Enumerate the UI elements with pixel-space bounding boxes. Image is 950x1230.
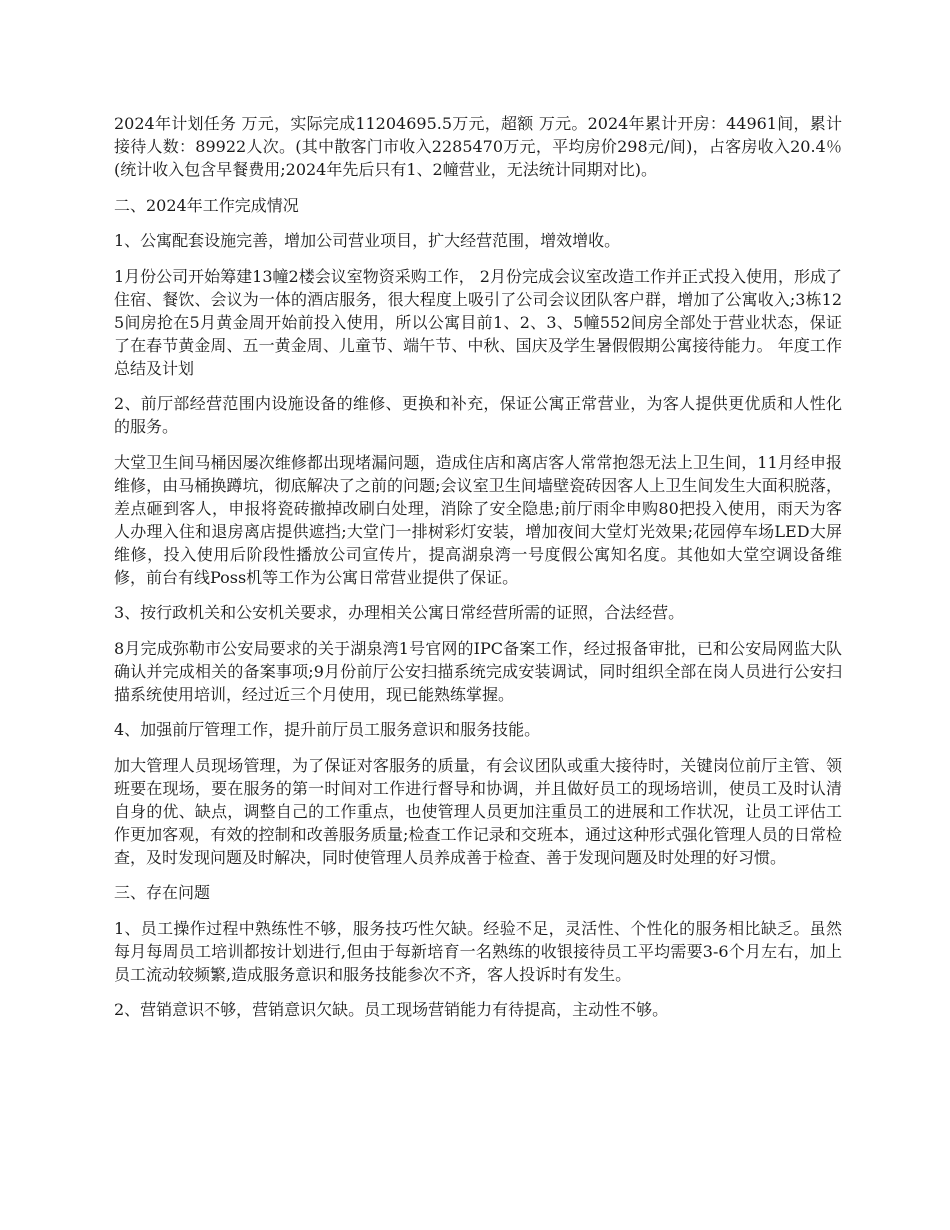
item-body-2: 大堂卫生间马桶因屡次维修都出现堵漏问题，造成住店和离店客人常常抱怨无法上卫生间，11月经申报维修，由马桶换蹲坑，彻底解决了之前的问题;会议室卫生间墙壁瓷砖因客人上卫生间发生大面积脱落，差点砸到客人，申报将瓷砖撤掉改刷白处理，消除了安全隐患;前厅雨伞申购80把投入使用，雨天为客人办理入住和退房离店提供遮挡;大堂门一排树彩灯安装，增加夜间大堂灯光效果;花园停车场LED大屏维修，投入使用后阶段性播放公司宣传片，提高湖泉湾一号度假公寓知名度。其他如大堂空调设备维修，前台有线Poss机等工作为公寓日常营业提供了保证。 bbox=[114, 452, 842, 587]
problem-2: 2、营销意识不够，营销意识欠缺。员工现场营销能力有待提高，主动性不够。 bbox=[114, 1000, 669, 1019]
item-heading-2: 2、前厅部经营范围内设施设备的维修、更换和补充，保证公寓正常营业，为客人提供更优质和人性化的服务。 bbox=[114, 394, 842, 436]
section-heading-problems: 三、存在问题 bbox=[114, 883, 211, 902]
section-heading-work-completion: 二、2024年工作完成情况 bbox=[114, 195, 299, 215]
document-body bbox=[114, 112, 842, 1034]
item-body-4: 加大管理人员现场管理，为了保证对客服务的质量，有会议团队或重大接待时，关键岗位前厅主管、领班要在现场，要在服务的第一时间对工作进行督导和协调，并且做好员工的现场培训，使员工及时认清自身的优、缺点，调整自己的工作重点，也使管理人员更加注重员工的进展和工作状况，让员工评估工作更加客观，有效的控制和改善服务质量;检查工作记录和交班本，通过这种形式强化管理人员的日常检查，及时发现问题及时解决，同时使管理人员养成善于检查、善于发现问题及时处理的好习惯。 bbox=[114, 755, 842, 867]
item-heading-1: 1、公寓配套设施完善，增加公司营业项目，扩大经营范围，增效增收。 bbox=[114, 231, 621, 250]
item-heading-4: 4、加强前厅管理工作，提升前厅员工服务意识和服务技能。 bbox=[114, 720, 541, 739]
item-heading-3: 3、按行政机关和公安机关要求，办理相关公寓日常经营所需的证照，合法经营。 bbox=[114, 603, 685, 622]
item-body-3: 8月完成弥勒市公安局要求的关于湖泉湾1号官网的IPC备案工作，经过报备审批，已和公安局网监大队确认并完成相关的备案事项;9月份前厅公安扫描系统完成安装调试，同时组织全部在岗人员进行公安扫描系统使用培训，经过近三个月使用，现已能熟练掌握。 bbox=[114, 638, 842, 704]
summary-paragraph: 2024年计划任务 万元，实际完成11204695.5万元，超额 万元。2024年累计开房：44961间，累计接待人数：89922人次。(其中散客门市收入2285470万元，平均房价298元/间)，占客房收入20.4％(统计收入包含早餐费用;2024年先后只有1、2幢营业，无法统计同期对比)。 bbox=[114, 114, 842, 179]
problem-1: 1、员工操作过程中熟练性不够，服务技巧性欠缺。经验不足，灵活性、个性化的服务相比缺乏。虽然每月每周员工培训都按计划进行,但由于每新培育一名熟练的收银接待员工平均需要3-6个月左右，加上员工流动较频繁,造成服务意识和服务技能参次不齐，客人投诉时有发生。 bbox=[114, 918, 842, 984]
item-body-1: 1月份公司开始筹建13幢2楼会议室物资采购工作， 2月份完成会议室改造工作并正式投入使用，形成了住宿、餐饮、会议为一体的酒店服务，很大程度上吸引了公司会议团队客户群，增加了公寓收入;3栋125间房抢在5月黄金周开始前投入使用，所以公寓目前1、2、3、5幢552间房全部处于营业状态，保证了在春节黄金周、五一黄金周、儿童节、端午节、中秋、国庆及学生暑假假期公寓接待能力。 年度工作总结及计划 bbox=[114, 266, 842, 378]
